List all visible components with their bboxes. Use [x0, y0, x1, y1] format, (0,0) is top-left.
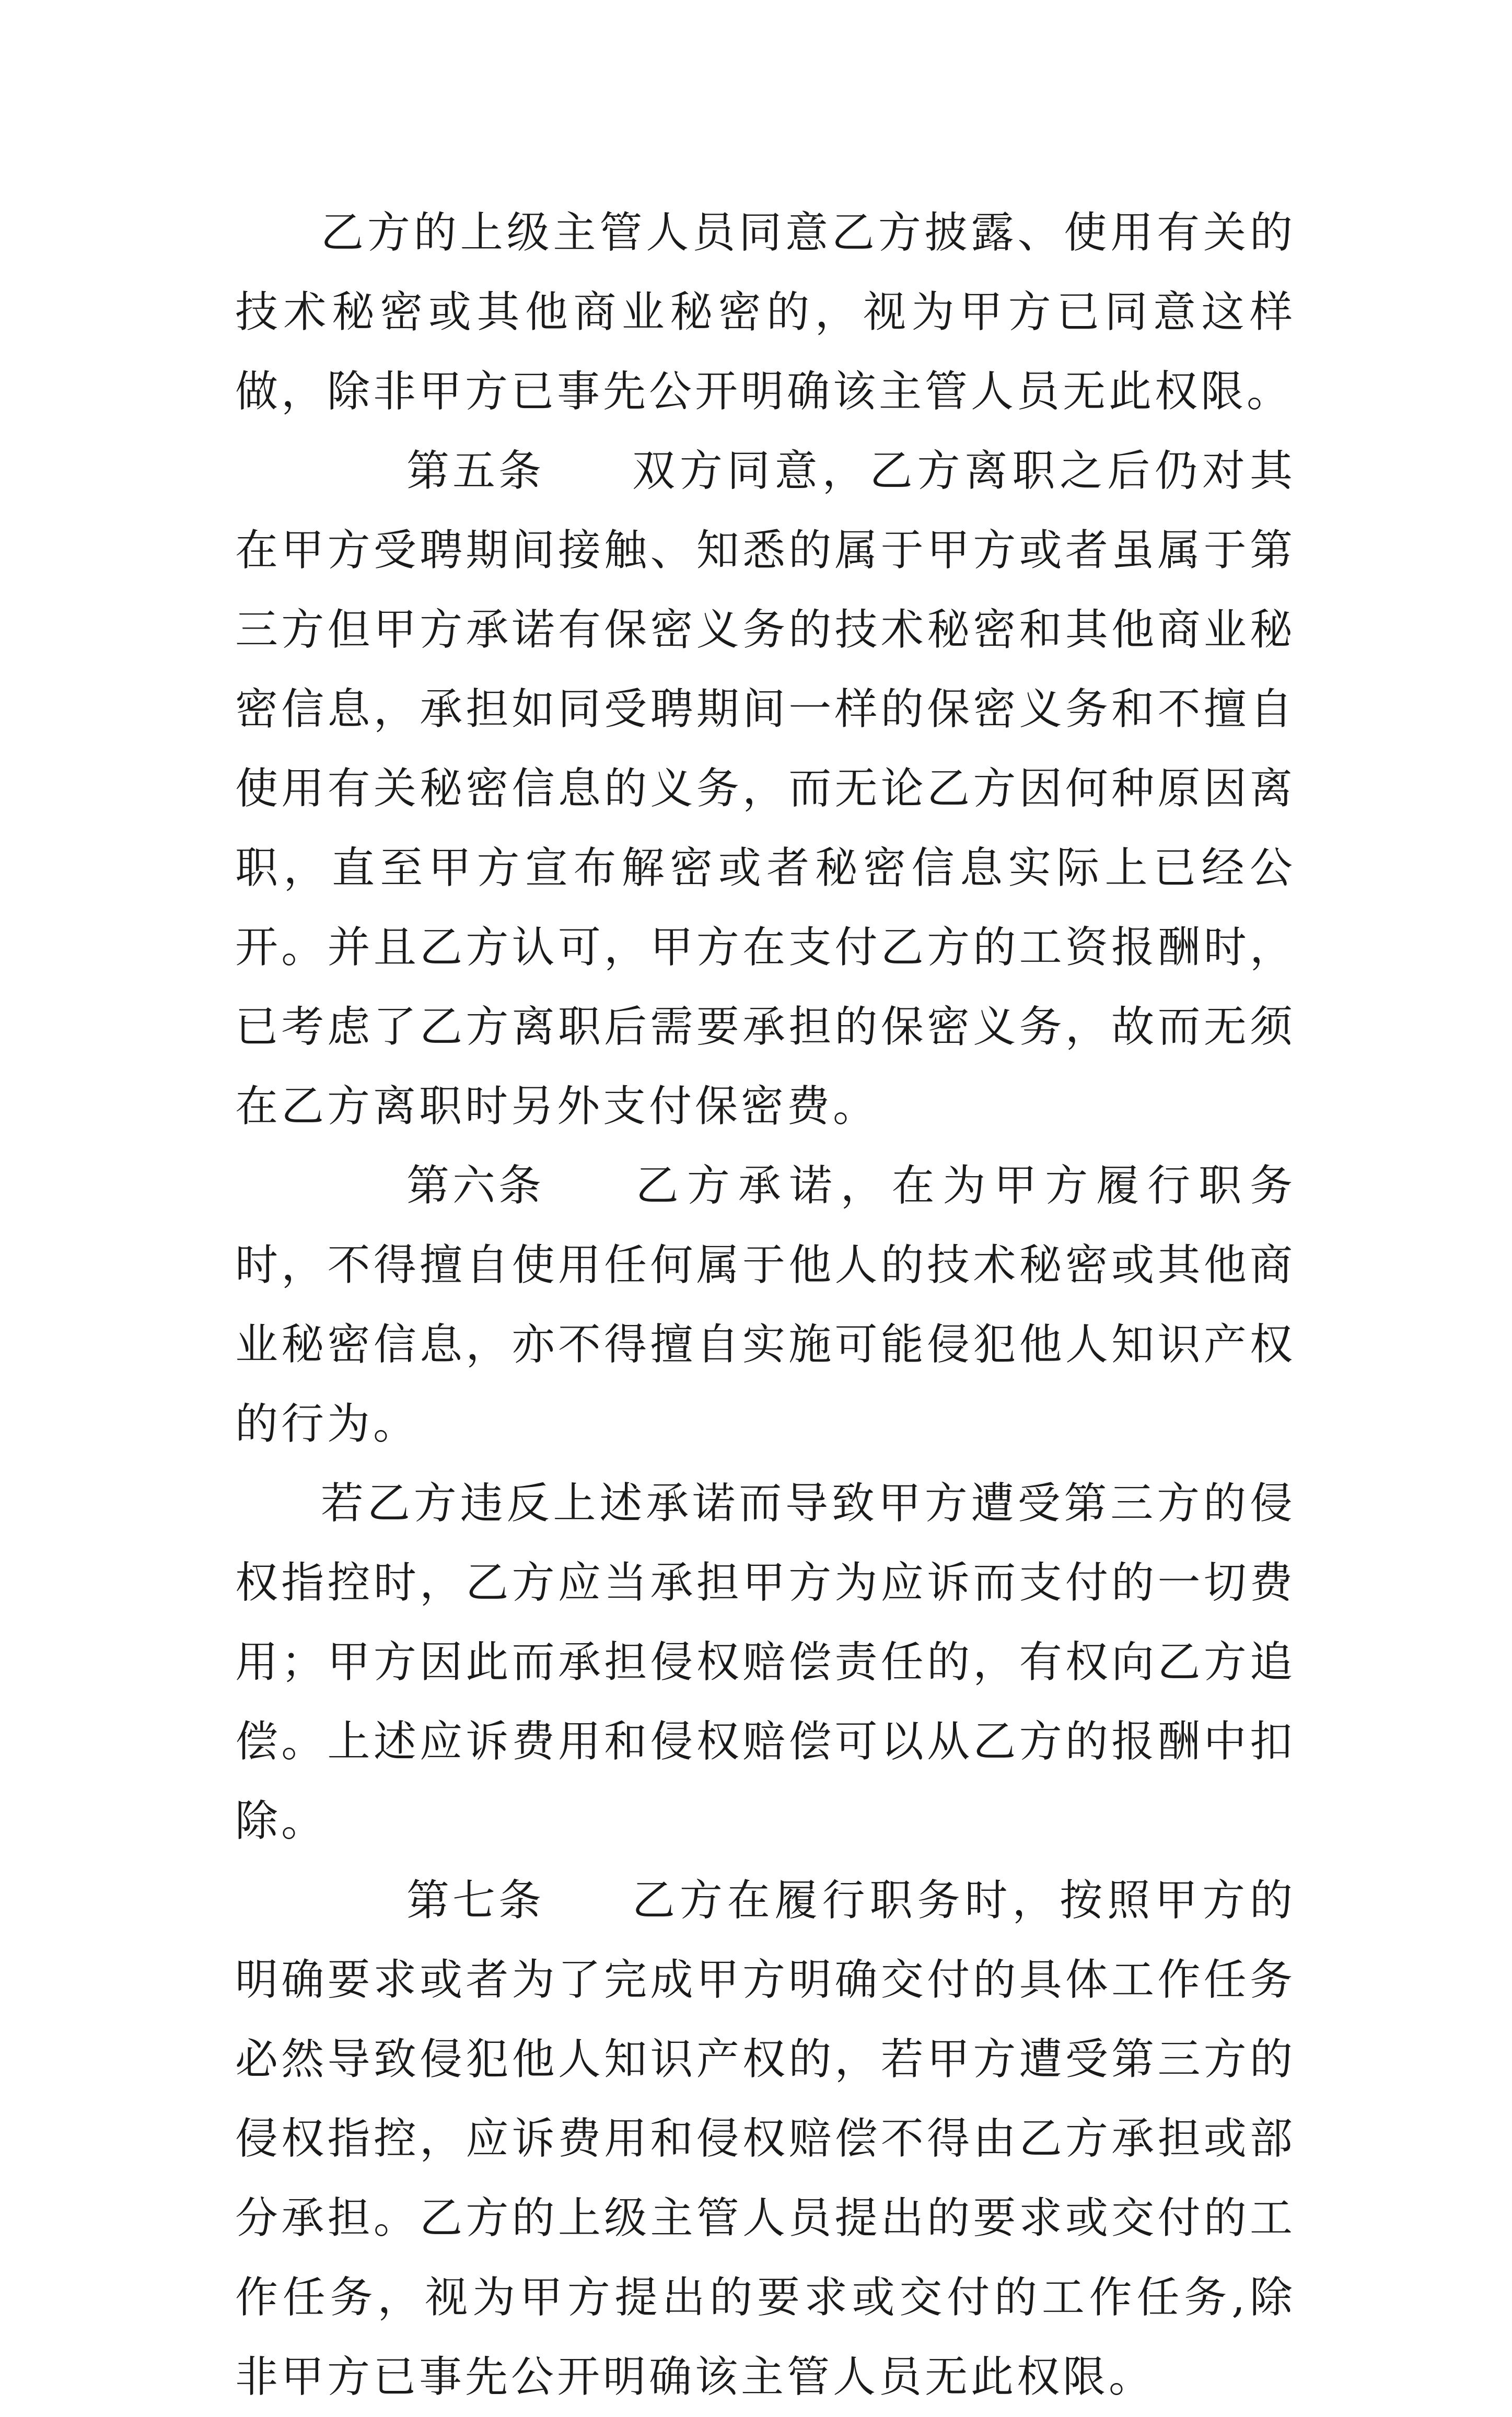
article-label: 第六条: [406, 1161, 545, 1211]
paragraph-supervisor-consent: [235, 193, 1296, 432]
article-label: 第五条: [406, 446, 545, 496]
paragraph-text: 乙方承诺，在为甲方履行职务时，不得擅自使用任何属于他人的技术秘密或其他商业秘密信息，亦不得擅自实施可能侵犯他人知识产权的行为。: [235, 1161, 1296, 1449]
paragraph-text: 双方同意，乙方离职之后仍对其在甲方受聘期间接触、知悉的属于甲方或者虽属于第三方但甲方承诺有保密义务的技术秘密和其他商业秘密信息，承担如同受聘期间一样的保密义务和不擅自使用有关秘密信息的义务，而无论乙方因何种原因离职，直至甲方宣布解密或者秘密信息实际上已经公开。并且乙方认可，甲方在支付乙方的工资报酬时，已考虑了乙方离职后需要承担的保密义务，故而无须在乙方离职时另外支付保密费。: [235, 446, 1296, 1131]
paragraph-article-5: [235, 432, 1296, 1146]
paragraph-article-6: [235, 1146, 1296, 1464]
paragraph-text: 若乙方违反上述承诺而导致甲方遭受第三方的侵权指控时，乙方应当承担甲方为应诉而支付的一切费用；甲方因此而承担侵权赔偿责任的，有权向乙方追偿。上述应诉费用和侵权赔偿可以从乙方的报酬中扣除。: [235, 1479, 1296, 1846]
document-body: [235, 193, 1296, 2417]
paragraph-infringement-liability: [235, 1464, 1296, 1861]
article-label: 第七条: [406, 1876, 545, 1925]
paragraph-article-7: [235, 1861, 1296, 2417]
paragraph-text: 乙方在履行职务时，按照甲方的明确要求或者为了完成甲方明确交付的具体工作任务必然导致侵犯他人知识产权的，若甲方遭受第三方的侵权指控，应诉费用和侵权赔偿不得由乙方承担或部分承担。乙方的上级主管人员提出的要求或交付的工作任务，视为甲方提出的要求或交付的工作任务,除非甲方已事先公开明确该主管人员无此权限。: [235, 1876, 1296, 2402]
paragraph-text: 乙方的上级主管人员同意乙方披露、使用有关的技术秘密或其他商业秘密的，视为甲方已同意这样做，除非甲方已事先公开明确该主管人员无此权限。: [235, 208, 1296, 416]
